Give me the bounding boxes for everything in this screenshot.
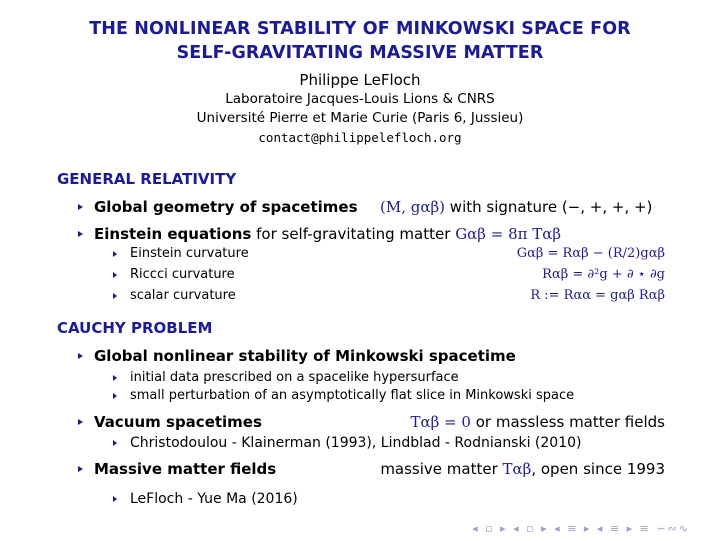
gr-item-geometry-math: (M, gαβ) (380, 198, 446, 216)
bullet-icon (78, 204, 83, 210)
gr-sub-ricci-curvature-label: Riccci curvature (130, 267, 235, 282)
cauchy-item-vacuum (78, 412, 665, 432)
bullet-icon (113, 293, 117, 299)
bullet-icon (113, 251, 117, 257)
cauchy-item-massive-math: Tαβ (502, 460, 532, 478)
section-cauchy-problem: CAUCHY PROBLEM (57, 319, 213, 337)
cauchy-sub-references (113, 434, 665, 452)
gr-item-einstein-label: Einstein equations (94, 225, 252, 243)
cauchy-sub-initial-data-text: initial data prescribed on a spacelike hypersurface (130, 370, 459, 385)
cauchy-item-massive-rest: , open since 1993 (531, 460, 665, 478)
cauchy-item-vacuum-math: Tαβ = 0 (410, 413, 471, 431)
author-block (0, 70, 720, 147)
gr-sub-einstein-curvature-math: Gαβ = Rαβ − (R/2)gαβ (516, 246, 665, 261)
bullet-icon (113, 440, 117, 446)
gr-sub-scalar-curvature-label: scalar curvature (130, 288, 236, 303)
cauchy-item-vacuum-rest: or massless matter fields (475, 413, 665, 431)
cauchy-item-stability-label: Global nonlinear stability of Minkowski spacetime (94, 347, 516, 365)
gr-sub-einstein-curvature-label: Einstein curvature (130, 246, 249, 261)
author-name: Philippe LeFloch (299, 71, 421, 89)
gr-sub-ricci-curvature-math: Rαβ = ∂²g + ∂ ⋆ ∂g (542, 267, 665, 282)
bullet-icon (78, 419, 83, 425)
cauchy-sub-lefloch-ma-text: LeFloch - Yue Ma (2016) (130, 491, 298, 507)
gr-item-geometry-label: Global geometry of spacetimes (94, 198, 358, 216)
slide-title (0, 17, 720, 65)
cauchy-sub-references-text: Christodoulou - Klainerman (1993), Lindblad - Rodnianski (2010) (130, 435, 582, 451)
gr-item-einstein-math: Gαβ = 8π Tαβ (455, 225, 562, 243)
beamer-navigation-bar[interactable]: ◂ ▫ ▸ ◂ ▫ ▸ ◂ ≡ ▸ ◂ ≡ ▸ ≡ ∽∾∿ (472, 522, 690, 535)
cauchy-item-massive-pre: massive matter (380, 460, 498, 478)
gr-item-einstein-text: for self-gravitating matter (256, 225, 451, 243)
gr-sub-einstein-curvature (113, 245, 665, 263)
cauchy-sub-lefloch-ma (113, 490, 665, 508)
gr-sub-ricci-curvature (113, 266, 665, 284)
bullet-icon (78, 466, 83, 472)
bullet-icon (113, 272, 117, 278)
cauchy-sub-perturbation (113, 387, 665, 405)
cauchy-item-massive (78, 459, 665, 479)
gr-sub-scalar-curvature-math: R := Rαα = gαβ Rαβ (530, 288, 665, 303)
gr-sub-scalar-curvature (113, 287, 665, 305)
cauchy-sub-perturbation-text: small perturbation of an asymptotically flat slice in Minkowski space (130, 388, 575, 403)
bullet-icon (113, 375, 117, 381)
gr-item-einstein (78, 224, 665, 244)
cauchy-item-vacuum-label: Vacuum spacetimes (94, 413, 262, 431)
gr-item-geometry-rest: with signature (−, +, +, +) (449, 198, 653, 216)
gr-item-geometry (78, 197, 665, 217)
affiliation-2: Université Pierre et Marie Curie (Paris 6, Jussieu) (196, 110, 524, 126)
bullet-icon (113, 496, 117, 502)
bullet-icon (78, 353, 83, 359)
section-general-relativity: GENERAL RELATIVITY (57, 170, 237, 188)
title-line-1: THE NONLINEAR STABILITY OF MINKOWSKI SPACE FOR (89, 19, 631, 39)
bullet-icon (113, 393, 117, 399)
title-line-2: SELF-GRAVITATING MASSIVE MATTER (176, 43, 544, 63)
bullet-icon (78, 231, 83, 237)
cauchy-sub-initial-data (113, 369, 665, 387)
cauchy-item-stability (78, 346, 665, 366)
author-email: contact@philippelefloch.org (258, 130, 462, 145)
cauchy-item-massive-label: Massive matter fields (94, 460, 277, 478)
affiliation-1: Laboratoire Jacques-Louis Lions & CNRS (225, 91, 495, 107)
